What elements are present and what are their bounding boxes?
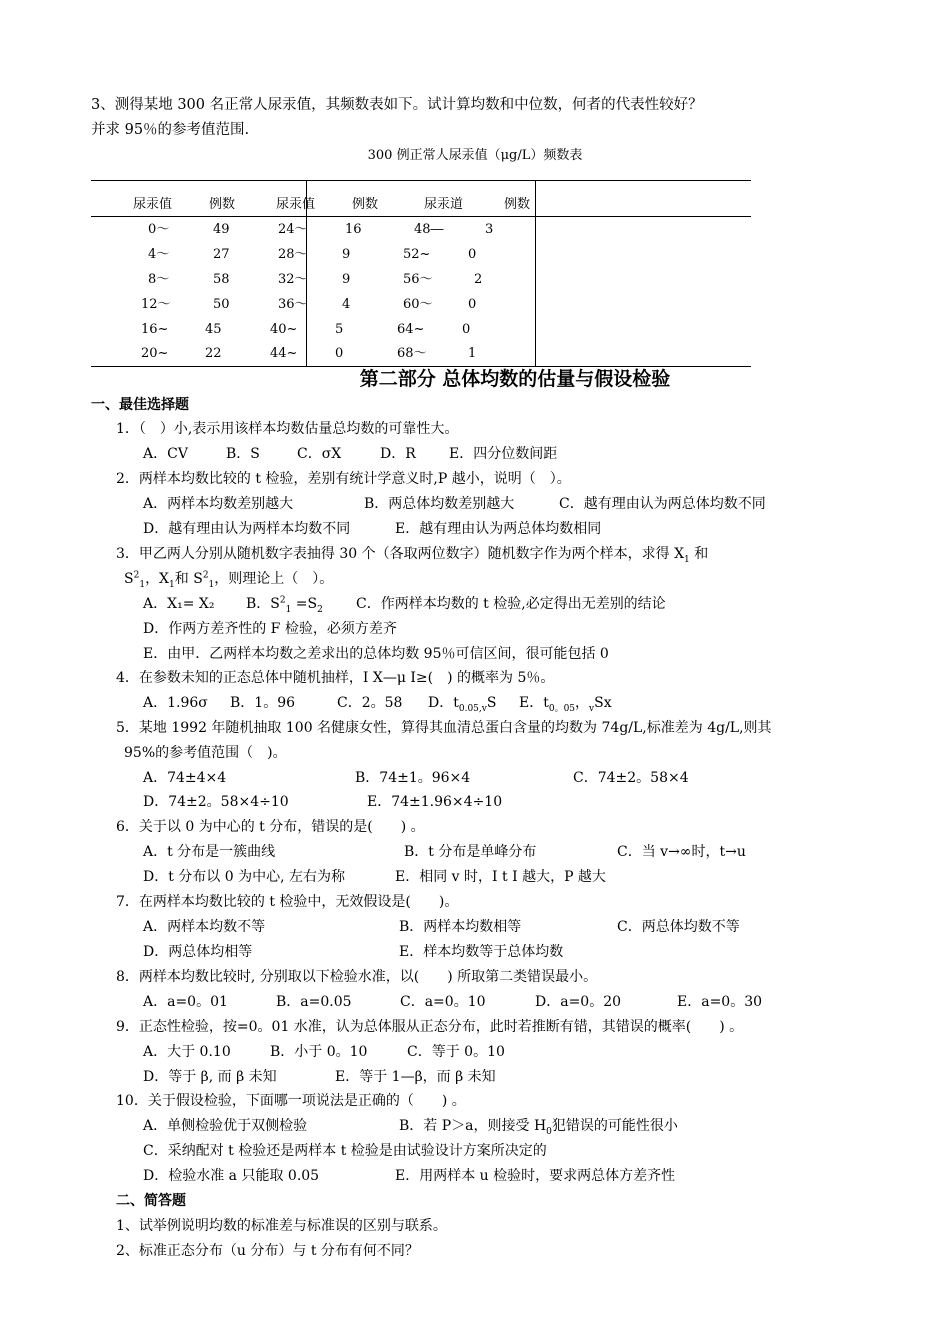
table-cell: 44~ xyxy=(270,346,298,361)
q1-option: A．CV xyxy=(143,446,188,462)
table-cell: 50 xyxy=(213,297,230,312)
q6-option: C．当 v→∞时，t→u xyxy=(617,844,746,860)
q1-option: D．R xyxy=(380,446,416,462)
header-cell: 例数 xyxy=(352,197,379,212)
table-caption: 300 例正常人尿汞值（μg/L）频数表 xyxy=(367,148,583,163)
q3-stem-text: 和 xyxy=(694,546,709,562)
q7-option: A．两样本均数不等 xyxy=(143,919,266,935)
q2-option: B．两总体均数差别越大 xyxy=(364,496,515,512)
table-cell: 0 xyxy=(335,346,344,361)
q3-option-c: C．作两样本均数的 t 检验,必定得出无差别的结论 xyxy=(356,596,666,612)
q4-option-text: Sx xyxy=(594,695,612,711)
q3-stem-line1 xyxy=(116,544,708,564)
table-cell: 16~ xyxy=(141,322,169,337)
q9-option: E．等于 1—β，而 β 未知 xyxy=(335,1069,496,1085)
table-cell: 9 xyxy=(342,272,351,287)
q1-option: E．四分位数间距 xyxy=(449,446,558,462)
q7-option: E．样本均数等于总体均数 xyxy=(399,944,564,960)
q4-option-text: E．t xyxy=(519,695,549,711)
q6-option: B．t 分布是单峰分布 xyxy=(404,844,537,860)
table-cell: 0 xyxy=(468,247,477,262)
q10-option-a: A．单侧检验优于双侧检验 xyxy=(143,1118,308,1134)
q2-option: C．越有理由认为两总体均数不同 xyxy=(559,496,766,512)
q8-option: B．a=0.05 xyxy=(276,994,352,1010)
q1-option: C．σX xyxy=(297,446,342,462)
table-cell: 49 xyxy=(213,222,230,237)
q5-option: C．74±2。58×4 xyxy=(573,770,689,786)
table-cell: 22 xyxy=(205,346,222,361)
q3-option-text: B．S xyxy=(246,596,280,612)
table-cell: 3 xyxy=(485,222,494,237)
q3-option-b xyxy=(246,594,323,614)
q5-option: A．74±4×4 xyxy=(143,770,227,786)
q10-option-text: 犯错误的可能性很小 xyxy=(551,1118,678,1134)
q9-option: A．大于 0.10 xyxy=(143,1044,231,1060)
subscript: 1 xyxy=(285,604,292,615)
q6-option: A．t 分布是一簇曲线 xyxy=(143,844,276,860)
short-answer-item: 1、试举例说明均数的标准差与标准误的区别与联系。 xyxy=(116,1218,447,1234)
q2-option: D．越有理由认为两样本均数不同 xyxy=(143,521,351,537)
table-cell: 1 xyxy=(468,346,477,361)
q6-stem: 6．关于以 0 为中心的 t 分布，错误的是( ) 。 xyxy=(116,819,425,835)
q3-option-e: E．由甲．乙两样本均数之差求出的总体均数 95％可信区间，很可能包括 0 xyxy=(143,646,609,662)
q3-option-d: D．作两方差齐性的 F 检验，必须方差齐 xyxy=(143,621,397,637)
q4-option-text: ， xyxy=(575,695,590,711)
table-cell: 8～ xyxy=(148,272,170,287)
subscript: 0 xyxy=(546,1126,552,1137)
subscript: v xyxy=(589,703,595,714)
table-cell: 12～ xyxy=(141,297,171,312)
q4-option: B．1。96 xyxy=(230,695,296,711)
table-cell: 0 xyxy=(468,297,477,312)
table-cell: 24～ xyxy=(278,222,308,237)
table-cell: 64~ xyxy=(397,322,425,337)
table-cell: 52~ xyxy=(403,247,431,262)
superscript: 2 xyxy=(202,570,209,581)
q9-option: D．等于 β, 而 β 未知 xyxy=(143,1069,277,1085)
q10-option-d: D．检验水准 a 只能取 0.05 xyxy=(143,1168,320,1184)
table-cell: 5 xyxy=(335,322,344,337)
table-cell: 28～ xyxy=(278,247,308,262)
q10-option-e: E．用两样本 u 检验时，要求两总体方差齐性 xyxy=(395,1168,676,1184)
q4-option-text: D．t xyxy=(428,695,459,711)
header-cell: 例数 xyxy=(209,197,236,212)
q8-option: E．a=0。30 xyxy=(677,994,763,1010)
short-answer-item: 2、标准正态分布（u 分布）与 t 分布有何不同？ xyxy=(116,1243,419,1259)
q4-option: A．1.96σ xyxy=(143,695,208,711)
q9-option: C．等于 0。10 xyxy=(407,1044,505,1060)
table-cell: 4～ xyxy=(148,247,170,262)
table-divider-2 xyxy=(535,180,536,366)
q1-option: B．S xyxy=(226,446,260,462)
table-cell: 40~ xyxy=(270,322,298,337)
q10-option-c: C．采纳配对 t 检验还是两样本 t 检验是由试验设计方案所决定的 xyxy=(143,1143,547,1159)
superscript: 2 xyxy=(133,570,140,581)
q3-option-text: =S xyxy=(291,596,318,612)
q6-option: D．t 分布以 0 为中心, 左右为称 xyxy=(143,869,346,885)
q9-stem: 9．正态性检验，按=0。01 水准，认为总体服从正态分布，此时若推断有错，其错误的概率( ) 。 xyxy=(116,1019,744,1035)
q2-stem: 2．两样本均数比较的 t 检验，差别有统计学意义时,P 越小，说明（ ）。 xyxy=(116,471,571,487)
q10-option-b xyxy=(399,1116,678,1136)
q3-stem-text: 和 S xyxy=(174,571,203,587)
q6-option: E．相同 v 时，I t I 越大，P 越大 xyxy=(395,869,606,885)
table-cell: 68～ xyxy=(397,346,427,361)
q2-option: E．越有理由认为两总体均数相同 xyxy=(395,521,602,537)
header-cell: 尿汞道 xyxy=(424,197,464,212)
table-cell: 20~ xyxy=(141,346,169,361)
q3-stem-text: S xyxy=(124,571,134,587)
q5-option: B．74±1。96×4 xyxy=(355,770,471,786)
table-cell: 9 xyxy=(342,247,351,262)
q4-option-d xyxy=(428,693,496,713)
table-cell: 58 xyxy=(213,272,230,287)
q3-stem-text: ，则理论上（ ）。 xyxy=(214,571,334,587)
q5-stem-line2: 95%的参考值范围（ )。 xyxy=(124,745,287,761)
q2-option: A．两样本均数差别越大 xyxy=(143,496,294,512)
q7-option: C．两总体均数不等 xyxy=(617,919,740,935)
q5-option: D．74±2。58×4÷10 xyxy=(143,794,289,810)
table-cell: 0 xyxy=(462,322,471,337)
table-cell: 32～ xyxy=(278,272,308,287)
q3-line2: 并求 95％的参考值范围. xyxy=(91,122,250,138)
subscript: 2 xyxy=(317,604,323,615)
q8-stem: 8．两样本均数比较时, 分别取以下检验水准，以( ) 所取第二类错误最小。 xyxy=(116,969,598,985)
q1-stem: 1．（ ）小,表示用该样本均数估量总均数的可靠性大。 xyxy=(116,421,459,437)
q7-option: D．两总体均相等 xyxy=(143,944,253,960)
table-header-rule xyxy=(91,216,751,217)
table-cell: 48― xyxy=(414,222,444,237)
q8-option: D．a=0。20 xyxy=(535,994,622,1010)
header-cell: 例数 xyxy=(504,197,531,212)
q3-stem-line2 xyxy=(124,569,333,589)
q10-option-text: B．若 P＞a，则接受 H xyxy=(399,1118,547,1134)
q5-option: E．74±1.96×4÷10 xyxy=(367,794,503,810)
table-cell: 2 xyxy=(474,272,483,287)
table-cell: 16 xyxy=(345,222,362,237)
q8-option: A．a=0。01 xyxy=(143,994,228,1010)
part-title: 第二部分 总体均数的估量与假设检验 xyxy=(359,368,671,390)
table-cell: 56～ xyxy=(403,272,433,287)
subscript: 0。05 xyxy=(548,703,576,714)
subscript: 1 xyxy=(684,554,690,565)
q7-option: B．两样本均数相等 xyxy=(399,919,522,935)
q4-stem: 4．在参数未知的正态总体中随机抽样，I X—μ I≥( ) 的概率为 5％。 xyxy=(116,670,555,686)
subscript: 1 xyxy=(208,579,215,590)
subscript: 0.05,v xyxy=(458,703,487,714)
q3-stem-text: ，X xyxy=(145,571,170,587)
subscript: 1 xyxy=(169,579,175,590)
section-heading-short-answer: 二、简答题 xyxy=(116,1193,186,1209)
q3-line1: 3、测得某地 300 名正常人尿汞值，其频数表如下。试计算均数和中位数，何者的代表性较好？ xyxy=(91,97,703,113)
header-cell: 尿汞值 xyxy=(133,197,173,212)
q10-stem: 10．关于假设检验，下面哪一项说法是正确的（ ) 。 xyxy=(116,1093,466,1109)
table-cell: 60～ xyxy=(403,297,433,312)
table-cell: 45 xyxy=(205,322,222,337)
header-cell: 尿汞值 xyxy=(276,197,316,212)
q4-option-e xyxy=(519,693,612,713)
superscript: 2 xyxy=(279,595,286,606)
table-top-rule xyxy=(91,180,751,181)
q4-option-text: S xyxy=(486,695,497,711)
section-heading-choice: 一、最佳选择题 xyxy=(91,397,189,413)
table-cell: 27 xyxy=(213,247,230,262)
q3-option-a: A．X₁= X₂ xyxy=(143,596,215,612)
q9-option: B．小于 0。10 xyxy=(270,1044,368,1060)
q4-option: C．2。58 xyxy=(337,695,403,711)
q7-stem: 7．在两样本均数比较的 t 检验中，无效假设是( )。 xyxy=(116,894,459,910)
subscript: 1 xyxy=(139,579,146,590)
q3-stem-text: 3．甲乙两人分别从随机数字表抽得 30 个（各取两位数字）随机数字作为两个样本，求得 X xyxy=(116,546,685,562)
table-cell: 4 xyxy=(342,297,351,312)
table-cell: 0～ xyxy=(148,222,170,237)
table-cell: 36～ xyxy=(278,297,308,312)
q5-stem-line1: 5．某地 1992 年随机抽取 100 名健康女性，算得其血清总蛋白含量的均数为 74g/L,标准差为 4g/L,则其 xyxy=(116,720,772,736)
q8-option: C．a=0。10 xyxy=(400,994,486,1010)
